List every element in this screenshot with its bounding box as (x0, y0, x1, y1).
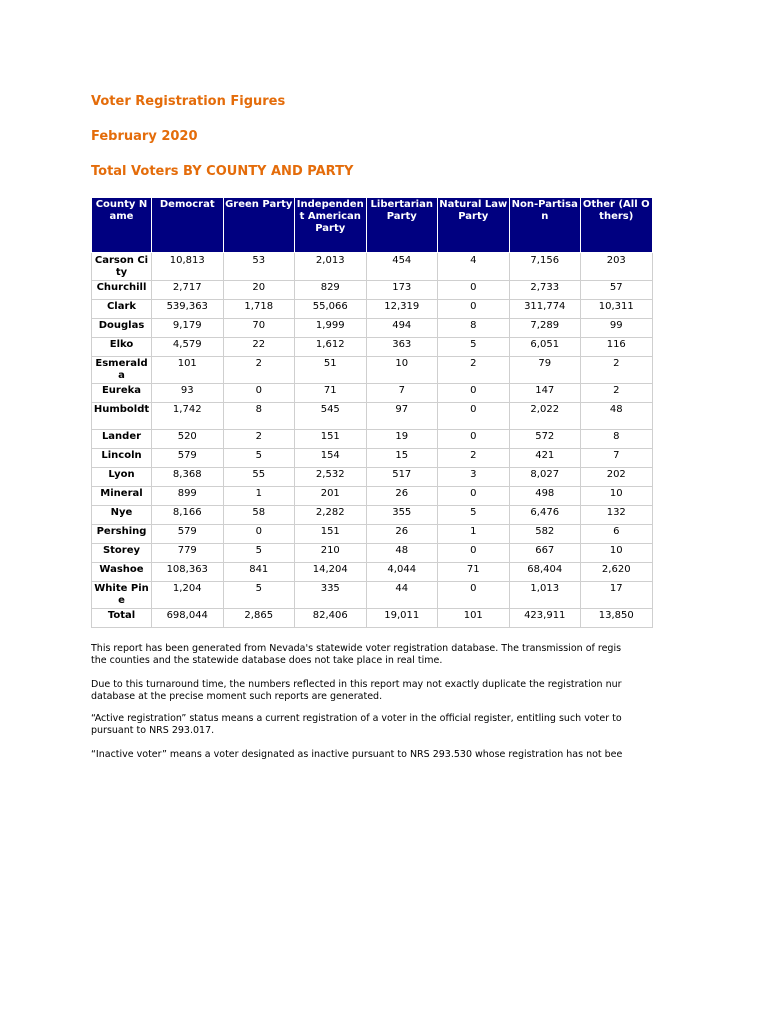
table-row (92, 487, 653, 506)
note-line: Due to this turnaround time, the numbers reflected in this report may not exactly duplicate the registration nur (91, 679, 622, 690)
value-cell: 154 (295, 449, 367, 468)
value-cell: 2 (438, 357, 510, 384)
table-row (92, 384, 653, 403)
value-cell: 1,742 (152, 403, 224, 430)
value-cell: 9,179 (152, 319, 224, 338)
value-cell: 355 (366, 506, 438, 525)
value-cell: 2 (438, 449, 510, 468)
county-name-cell: Lyon (92, 468, 152, 487)
column-header: Other (All Others) (581, 198, 653, 253)
value-cell: 55 (223, 468, 295, 487)
table-row (92, 430, 653, 449)
value-cell: 5 (223, 582, 295, 609)
note-paragraph (91, 679, 651, 701)
report-date: February 2020 (91, 129, 198, 144)
table-row (92, 563, 653, 582)
note-line: pursuant to NRS 293.017. (91, 725, 215, 736)
report-page (91, 94, 651, 628)
value-cell: 1,718 (223, 300, 295, 319)
value-cell: 363 (366, 338, 438, 357)
value-cell: 2 (223, 357, 295, 384)
value-cell: 829 (295, 281, 367, 300)
value-cell: 539,363 (152, 300, 224, 319)
value-cell: 48 (366, 544, 438, 563)
county-name-cell: White Pine (92, 582, 152, 609)
value-cell: 8 (438, 319, 510, 338)
value-cell: 545 (295, 403, 367, 430)
value-cell: 6,051 (509, 338, 581, 357)
value-cell: 26 (366, 487, 438, 506)
value-cell: 10 (581, 487, 653, 506)
value-cell: 51 (295, 357, 367, 384)
value-cell: 10 (366, 357, 438, 384)
value-cell: 71 (438, 563, 510, 582)
value-cell: 698,044 (152, 609, 224, 628)
value-cell: 8 (581, 430, 653, 449)
table-row (92, 403, 653, 430)
value-cell: 17 (581, 582, 653, 609)
value-cell: 1,612 (295, 338, 367, 357)
value-cell: 7 (366, 384, 438, 403)
county-name-cell: Lander (92, 430, 152, 449)
value-cell: 4,579 (152, 338, 224, 357)
value-cell: 5 (438, 506, 510, 525)
value-cell: 82,406 (295, 609, 367, 628)
voter-registration-table (91, 197, 653, 628)
county-name-cell: Lincoln (92, 449, 152, 468)
value-cell: 22 (223, 338, 295, 357)
value-cell: 173 (366, 281, 438, 300)
value-cell: 498 (509, 487, 581, 506)
value-cell: 6,476 (509, 506, 581, 525)
value-cell: 13,850 (581, 609, 653, 628)
value-cell: 57 (581, 281, 653, 300)
value-cell: 7,156 (509, 253, 581, 281)
value-cell: 1,999 (295, 319, 367, 338)
column-header: Natural Law Party (438, 198, 510, 253)
value-cell: 2,620 (581, 563, 653, 582)
column-header: County Name (92, 198, 152, 253)
value-cell: 20 (223, 281, 295, 300)
value-cell: 454 (366, 253, 438, 281)
value-cell: 2,733 (509, 281, 581, 300)
county-name-cell: Storey (92, 544, 152, 563)
table-body (92, 253, 653, 628)
value-cell: 335 (295, 582, 367, 609)
value-cell: 53 (223, 253, 295, 281)
value-cell: 116 (581, 338, 653, 357)
value-cell: 8,027 (509, 468, 581, 487)
value-cell: 8,368 (152, 468, 224, 487)
note-line: This report has been generated from Nevada's statewide voter registration database. The transmission of regis (91, 643, 622, 654)
value-cell: 0 (438, 544, 510, 563)
value-cell: 7,289 (509, 319, 581, 338)
value-cell: 201 (295, 487, 367, 506)
value-cell: 5 (223, 544, 295, 563)
column-header: Libertarian Party (366, 198, 438, 253)
value-cell: 202 (581, 468, 653, 487)
county-name-cell: Elko (92, 338, 152, 357)
value-cell: 26 (366, 525, 438, 544)
value-cell: 0 (438, 384, 510, 403)
value-cell: 55,066 (295, 300, 367, 319)
value-cell: 579 (152, 525, 224, 544)
value-cell: 0 (438, 403, 510, 430)
note-line: database at the precise moment such reports are generated. (91, 691, 383, 701)
value-cell: 15 (366, 449, 438, 468)
value-cell: 101 (152, 357, 224, 384)
note-line: the counties and the statewide database does not take place in real time. (91, 655, 443, 666)
value-cell: 520 (152, 430, 224, 449)
value-cell: 147 (509, 384, 581, 403)
table-row (92, 281, 653, 300)
report-title: Voter Registration Figures (91, 94, 286, 109)
value-cell: 1 (223, 487, 295, 506)
value-cell: 108,363 (152, 563, 224, 582)
value-cell: 1,013 (509, 582, 581, 609)
value-cell: 2,013 (295, 253, 367, 281)
county-name-cell: Churchill (92, 281, 152, 300)
note-paragraph (91, 643, 651, 667)
value-cell: 2 (223, 430, 295, 449)
value-cell: 2 (581, 357, 653, 384)
value-cell: 79 (509, 357, 581, 384)
value-cell: 19 (366, 430, 438, 449)
table-header-row (92, 198, 653, 253)
value-cell: 0 (438, 300, 510, 319)
value-cell: 10 (581, 544, 653, 563)
county-name-cell: Clark (92, 300, 152, 319)
value-cell: 44 (366, 582, 438, 609)
value-cell: 423,911 (509, 609, 581, 628)
value-cell: 132 (581, 506, 653, 525)
table-row (92, 582, 653, 609)
table-row (92, 338, 653, 357)
table-row (92, 319, 653, 338)
county-name-cell: Esmeralda (92, 357, 152, 384)
value-cell: 3 (438, 468, 510, 487)
value-cell: 151 (295, 525, 367, 544)
value-cell: 48 (581, 403, 653, 430)
value-cell: 1 (438, 525, 510, 544)
value-cell: 203 (581, 253, 653, 281)
value-cell: 311,774 (509, 300, 581, 319)
value-cell: 12,319 (366, 300, 438, 319)
value-cell: 14,204 (295, 563, 367, 582)
county-name-cell: Douglas (92, 319, 152, 338)
value-cell: 517 (366, 468, 438, 487)
column-header: Non-Partisan (509, 198, 581, 253)
table-row (92, 253, 653, 281)
value-cell: 0 (438, 487, 510, 506)
value-cell: 151 (295, 430, 367, 449)
county-name-cell: Eureka (92, 384, 152, 403)
value-cell: 10,311 (581, 300, 653, 319)
column-header: Democrat (152, 198, 224, 253)
county-name-cell: Total (92, 609, 152, 628)
value-cell: 8,166 (152, 506, 224, 525)
value-cell: 7 (581, 449, 653, 468)
value-cell: 101 (438, 609, 510, 628)
value-cell: 582 (509, 525, 581, 544)
table-row (92, 449, 653, 468)
value-cell: 0 (438, 582, 510, 609)
county-name-cell: Mineral (92, 487, 152, 506)
column-header: Independent American Party (295, 198, 367, 253)
note-paragraph (91, 713, 651, 737)
value-cell: 2 (581, 384, 653, 403)
value-cell: 4,044 (366, 563, 438, 582)
value-cell: 2,022 (509, 403, 581, 430)
value-cell: 2,865 (223, 609, 295, 628)
value-cell: 667 (509, 544, 581, 563)
report-subtitle: Total Voters BY COUNTY AND PARTY (91, 164, 354, 179)
value-cell: 68,404 (509, 563, 581, 582)
value-cell: 71 (295, 384, 367, 403)
value-cell: 2,717 (152, 281, 224, 300)
value-cell: 5 (223, 449, 295, 468)
value-cell: 1,204 (152, 582, 224, 609)
value-cell: 4 (438, 253, 510, 281)
value-cell: 0 (223, 525, 295, 544)
value-cell: 0 (438, 281, 510, 300)
table-row (92, 544, 653, 563)
note-line: “Active registration” status means a current registration of a voter in the official register, entitling such voter to (91, 713, 622, 724)
report-notes (91, 643, 651, 773)
value-cell: 841 (223, 563, 295, 582)
county-name-cell: Nye (92, 506, 152, 525)
value-cell: 93 (152, 384, 224, 403)
value-cell: 899 (152, 487, 224, 506)
value-cell: 97 (366, 403, 438, 430)
value-cell: 99 (581, 319, 653, 338)
table-row (92, 506, 653, 525)
note-paragraph (91, 749, 651, 761)
value-cell: 579 (152, 449, 224, 468)
value-cell: 0 (223, 384, 295, 403)
county-name-cell: Pershing (92, 525, 152, 544)
county-name-cell: Washoe (92, 563, 152, 582)
value-cell: 421 (509, 449, 581, 468)
value-cell: 5 (438, 338, 510, 357)
table-row (92, 525, 653, 544)
value-cell: 494 (366, 319, 438, 338)
value-cell: 58 (223, 506, 295, 525)
value-cell: 70 (223, 319, 295, 338)
value-cell: 19,011 (366, 609, 438, 628)
table-row (92, 357, 653, 384)
value-cell: 2,532 (295, 468, 367, 487)
value-cell: 779 (152, 544, 224, 563)
county-name-cell: Humboldt (92, 403, 152, 430)
table-row (92, 300, 653, 319)
column-header: Green Party (223, 198, 295, 253)
table-row (92, 468, 653, 487)
value-cell: 0 (438, 430, 510, 449)
county-name-cell: Carson City (92, 253, 152, 281)
value-cell: 572 (509, 430, 581, 449)
total-row (92, 609, 653, 628)
note-line: “Inactive voter” means a voter designated as inactive pursuant to NRS 293.530 whose registration has not bee (91, 749, 623, 760)
value-cell: 210 (295, 544, 367, 563)
value-cell: 6 (581, 525, 653, 544)
value-cell: 10,813 (152, 253, 224, 281)
value-cell: 2,282 (295, 506, 367, 525)
value-cell: 8 (223, 403, 295, 430)
